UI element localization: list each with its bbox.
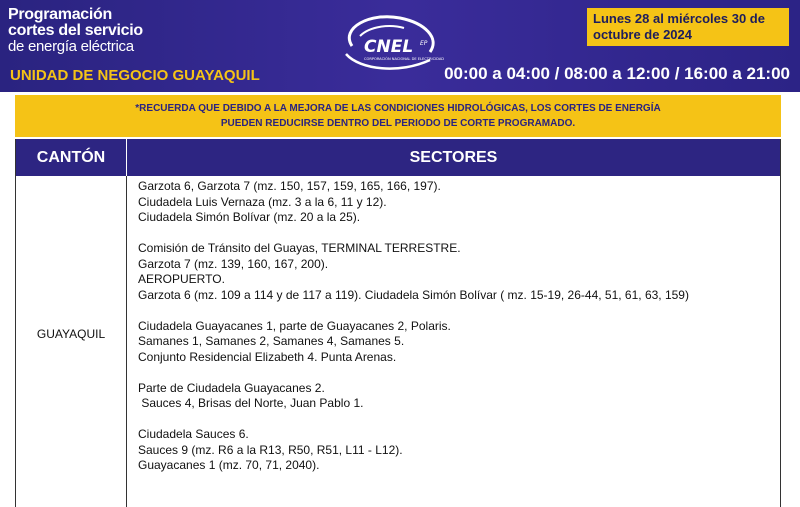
sector-line: Ciudadela Simón Bolívar (mz. 20 a la 25).: [138, 210, 361, 224]
sector-line: Ciudadela Guayacanes 1, parte de Guayacanes 2, Polaris.: [138, 318, 451, 333]
header-canton: CANTÓN: [16, 139, 127, 176]
sector-line: Ciudadela Luis Vernaza (mz. 3 a la 6, 11 y 12).: [138, 194, 387, 209]
cnel-logo-icon: [330, 8, 460, 78]
group-spacer: [138, 303, 778, 319]
date-range-box: Lunes 28 al miércoles 30 de octubre de 2024: [587, 8, 789, 46]
group-spacer: [138, 365, 778, 381]
sector-line: Ciudadela Sauces 6.: [138, 427, 249, 441]
business-unit-label: UNIDAD DE NEGOCIO GUAYAQUIL: [10, 67, 260, 84]
schedule-hours: 00:00 a 04:00 / 08:00 a 12:00 / 16:00 a 21:00: [444, 64, 790, 83]
notice-line-2: PUEDEN REDUCIRSE DENTRO DEL PERIODO DE CORTE PROGRAMADO.: [220, 118, 576, 129]
logo-text: CNEL: [364, 37, 414, 57]
logo-subtitle: CORPORACIÓN NACIONAL DE ELECTRICIDAD: [364, 57, 445, 61]
logo-suffix: EP: [420, 40, 428, 47]
group-spacer: [138, 412, 778, 428]
title-line-1: Programación: [8, 6, 112, 23]
sector-line: Parte de Ciudadela Guayacanes 2.: [138, 380, 325, 395]
sector-line: Garzota 6, Garzota 7 (mz. 150, 157, 159, 165, 166, 197).: [138, 179, 441, 193]
sector-line: AEROPUERTO.: [138, 272, 225, 286]
outage-table: [15, 139, 781, 507]
sector-line: Sauces 4, Brisas del Norte, Juan Pablo 1.: [138, 396, 364, 410]
group-spacer: [138, 226, 778, 242]
cnel-logo: [330, 8, 460, 78]
sector-line: Samanes 1, Samanes 2, Samanes 4, Samanes 5.: [138, 334, 405, 348]
sectors-cell: [138, 179, 778, 474]
column-divider: [126, 176, 127, 507]
sector-line: Conjunto Residencial Elizabeth 4. Punta Arenas.: [138, 349, 397, 364]
notice-banner: [15, 95, 781, 137]
canton-cell: GUAYAQUIL: [36, 327, 106, 341]
sector-line: Guayacanes 1 (mz. 70, 71, 2040).: [138, 458, 320, 472]
sector-line: Garzota 6 (mz. 109 a 114 y de 117 a 119). Ciudadela Simón Bolívar ( mz. 15-19, 26-44, 51, 61, 63, 159): [138, 287, 689, 302]
title-line-3: de energía eléctrica: [8, 38, 134, 55]
sector-line: Comisión de Tránsito del Guayas, TERMINAL TERRESTRE.: [138, 241, 461, 255]
sector-line: Garzota 7 (mz. 139, 160, 167, 200).: [138, 256, 329, 271]
sector-line: Sauces 9 (mz. R6 a la R13, R50, R51, L11 - L12).: [138, 442, 403, 457]
table-header: [16, 139, 780, 176]
title-line-2: cortes del servicio: [8, 22, 143, 39]
header-banner: [0, 0, 800, 92]
header-sectores: SECTORES: [409, 149, 498, 166]
notice-line-1: *RECUERDA QUE DEBIDO A LA MEJORA DE LAS CONDICIONES HIDROLÓGICAS, LOS CORTES DE ENERGÍA: [135, 103, 661, 114]
